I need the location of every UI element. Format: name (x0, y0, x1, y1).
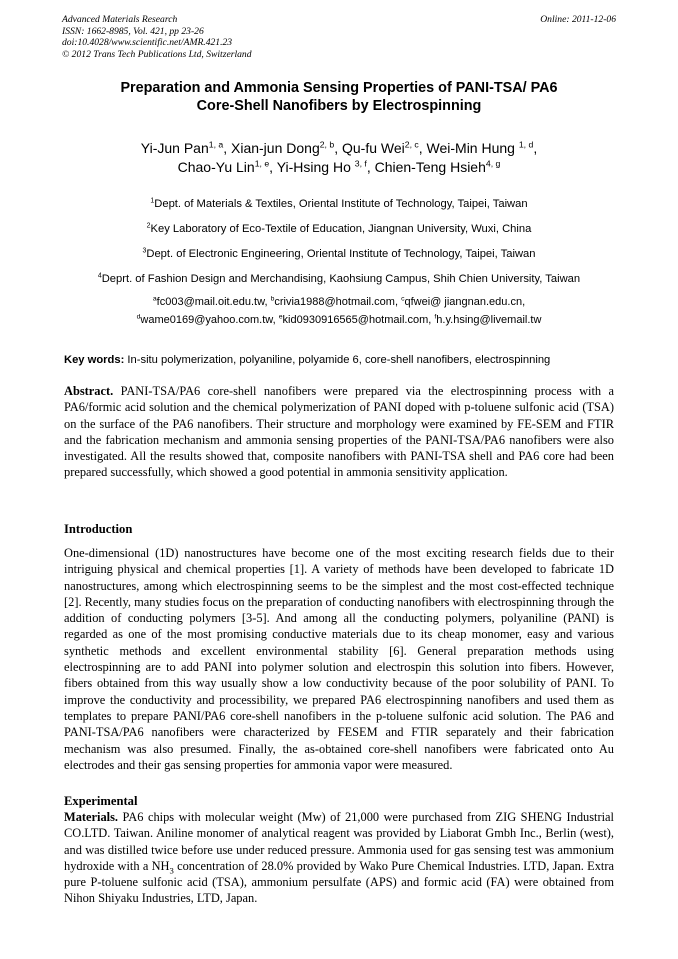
affiliation-1 (40, 198, 638, 211)
title-line-2: Core-Shell Nanofibers by Electrospinning (196, 97, 482, 114)
author-separator: , (269, 158, 277, 175)
author-name: Qu-fu Wei (341, 140, 405, 156)
email-address[interactable]: crivia1988@hotmail.com, (274, 296, 402, 308)
affiliation-text: Key Laboratory of Eco-Textile of Education, Jiangnan University, Wuxi, China (150, 223, 532, 235)
author-affiliation-mark: 2, c (404, 139, 419, 150)
email-mark: e (278, 313, 283, 321)
affiliation-text: Dept. of Electronic Engineering, Oriental Institute of Technology, Taipei, Taiwan (146, 248, 536, 260)
author-name: Wei-Min Hung (426, 140, 519, 156)
author-affiliation-mark: 3, f (354, 157, 367, 168)
email-mark: f (434, 313, 437, 321)
introduction-paragraph: One-dimensional (1D) nanostructures have become one of the most exciting research fields due to their intriguing physical and chemical properties [1]. A variety of methods have been developed to fabricate 1D nanostructures, among which electrospinning seems to be the simplest and the most cost-effected technique [2]. Recently, many studies focus on the preparation of conducting nanofibers with electrospinning through the addition of conducting polymers [3-5]. And among all the conducting polymers, polyaniline (PANI) is regarded as one of the most promising conductive materials due to its cheap monomer, easy and various synthetic methods and excellent environmental stability [6]. General preparation methods using electrospinning are to add PANI into polymer solution and electrospin this solution into fibers. However, fibers obtained from this way usually show a low conductivity because of the poor solubility of PANI. To improve the conductivity and processibility, we prepared PA6 electrospinning nanofibers and used them as templates to prepare PANI/PA6 core-shell nanofibers in the p-toluene sulfonic acid solution. The PA6 and PANI-TSA/PA6 nanofibers were characterized by FESEM and FTIR separately and their fabrication mechanism was also presumed. Finally, the as-obtained core-shell nanofibers were fabricated onto Au electrodes and their gas sensing properties for ammonia vapor were measured. (64, 546, 614, 772)
materials-subscript: 3 (169, 865, 174, 876)
email-address[interactable]: qfwei@ jiangnan.edu.cn, (404, 296, 526, 308)
abstract-text: PANI-TSA/PA6 core-shell nanofibers were prepared via the electrospinning process with a PA6/formic acid solution and the chemical polymerization of PANI doped with p-toluene sulfonic acid (TSA) on the surface of the PA6 nanofibers. Their structure and morphology were examined by FE-SEM and FTIR and the fabrication mechanism and ammonia sensing properties of the PANI-TSA/PA6 nanofibers were also investigated. All the results showed that, composite nanofibers with PANI-TSA shell and PA6 core had been prepared successfully, which showed a good potential in ammonia sensitivity application. (64, 384, 614, 480)
author-separator: , (366, 158, 375, 175)
author-line-2 (40, 158, 638, 177)
email-address[interactable]: fc003@mail.oit.edu.tw, (156, 296, 271, 308)
materials-paragraph (64, 809, 614, 907)
keywords (64, 353, 624, 367)
issn-line: ISSN: 1662-8985, Vol. 421, pp 23-26 (62, 25, 204, 37)
author-line-1 (40, 139, 638, 158)
abstract-paragraph (64, 383, 614, 481)
affiliation-mark: 2 (146, 222, 151, 230)
journal-name: Advanced Materials Research (62, 14, 178, 25)
author-separator: , (223, 140, 231, 156)
materials-text-after: concentration of 28.0% provided by Wako Pure Chemical Industries. LTD, Japan. Extra pure P-toluene sulfonic acid (TSA), ammonium persulfate (APS) and formic acid (FA) were obtained from Nihon Shiyaku Industries, LTD, Japan. (64, 858, 614, 906)
author-affiliation-mark: 1, e (254, 157, 270, 168)
author-affiliation-mark: 1, d (518, 139, 534, 150)
title-line-1: Preparation and Ammonia Sensing Properties of PANI-TSA/ PA6 (120, 80, 558, 96)
affiliation-mark: 3 (142, 247, 147, 255)
online-date: Online: 2011-12-06 (540, 14, 616, 25)
author-affiliation-mark: 4, g (485, 157, 501, 168)
keywords-label: Key words: (64, 354, 125, 366)
email-address[interactable]: wame0169@yahoo.com.tw, (140, 314, 279, 326)
doi-line[interactable]: doi:10.4028/www.scientific.net/AMR.421.23 (62, 37, 233, 48)
materials-label: Materials. (64, 810, 119, 824)
author-separator: , (418, 140, 427, 156)
affiliation-text: Deprt. of Fashion Design and Merchandising, Kaohsiung Campus, Shih Chien University, Taiwan (101, 273, 581, 285)
email-address[interactable]: h.y.hsing@livemail.tw (436, 314, 542, 326)
author-name: Yi-Hsing Ho (276, 158, 355, 175)
journal-header (62, 14, 618, 60)
email-mark: c (401, 295, 405, 303)
email-mark: a (152, 295, 157, 303)
author-affiliation-mark: 2, b (319, 139, 335, 150)
author-name: Chien-Teng Hsieh (374, 158, 486, 175)
affiliation-4 (40, 273, 638, 286)
affiliation-2 (40, 223, 638, 236)
introduction-heading: Introduction (64, 522, 133, 536)
affiliation-text: Dept. of Materials & Textiles, Oriental Institute of Technology, Taipei, Taiwan (154, 198, 528, 210)
email-line-1 (40, 295, 638, 311)
abstract-label: Abstract. (64, 384, 114, 398)
paper-title (40, 80, 638, 115)
materials-text-before: PA6 chips with molecular weight (Mw) of 21,000 were purchased from ZIG SHENG Industrial CO.LTD. Taiwan. Aniline monomer of analytical reagent was provided by Liaborat Gmbh Inc., Berlin (west), and was distilled twice before use under reduced pressure. Ammonia used for gas sensing test was ammonium hydroxide with a NH (64, 810, 614, 873)
affiliation-mark: 4 (97, 272, 102, 280)
copyright-line: © 2012 Trans Tech Publications Ltd, Switzerland (62, 48, 252, 60)
email-mark: d (136, 313, 141, 321)
author-affiliation-mark: 1, a (208, 139, 224, 150)
author-name: Xian-jun Dong (231, 140, 320, 156)
email-line-2 (40, 313, 638, 329)
author-name: Yi-Jun Pan (140, 140, 209, 156)
author-name: Chao-Yu Lin (177, 158, 255, 175)
affiliation-mark: 1 (150, 197, 155, 205)
email-address[interactable]: kid0930916565@hotmail.com, (282, 314, 435, 326)
author-separator: , (334, 140, 342, 156)
author-separator: , (533, 140, 538, 156)
keywords-text: In-situ polymerization, polyaniline, polyamide 6, core-shell nanofibers, electrospinning (124, 354, 551, 366)
author-list (40, 139, 638, 176)
email-mark: b (270, 295, 275, 303)
experimental-heading: Experimental (64, 794, 138, 808)
affiliation-3 (40, 248, 638, 261)
